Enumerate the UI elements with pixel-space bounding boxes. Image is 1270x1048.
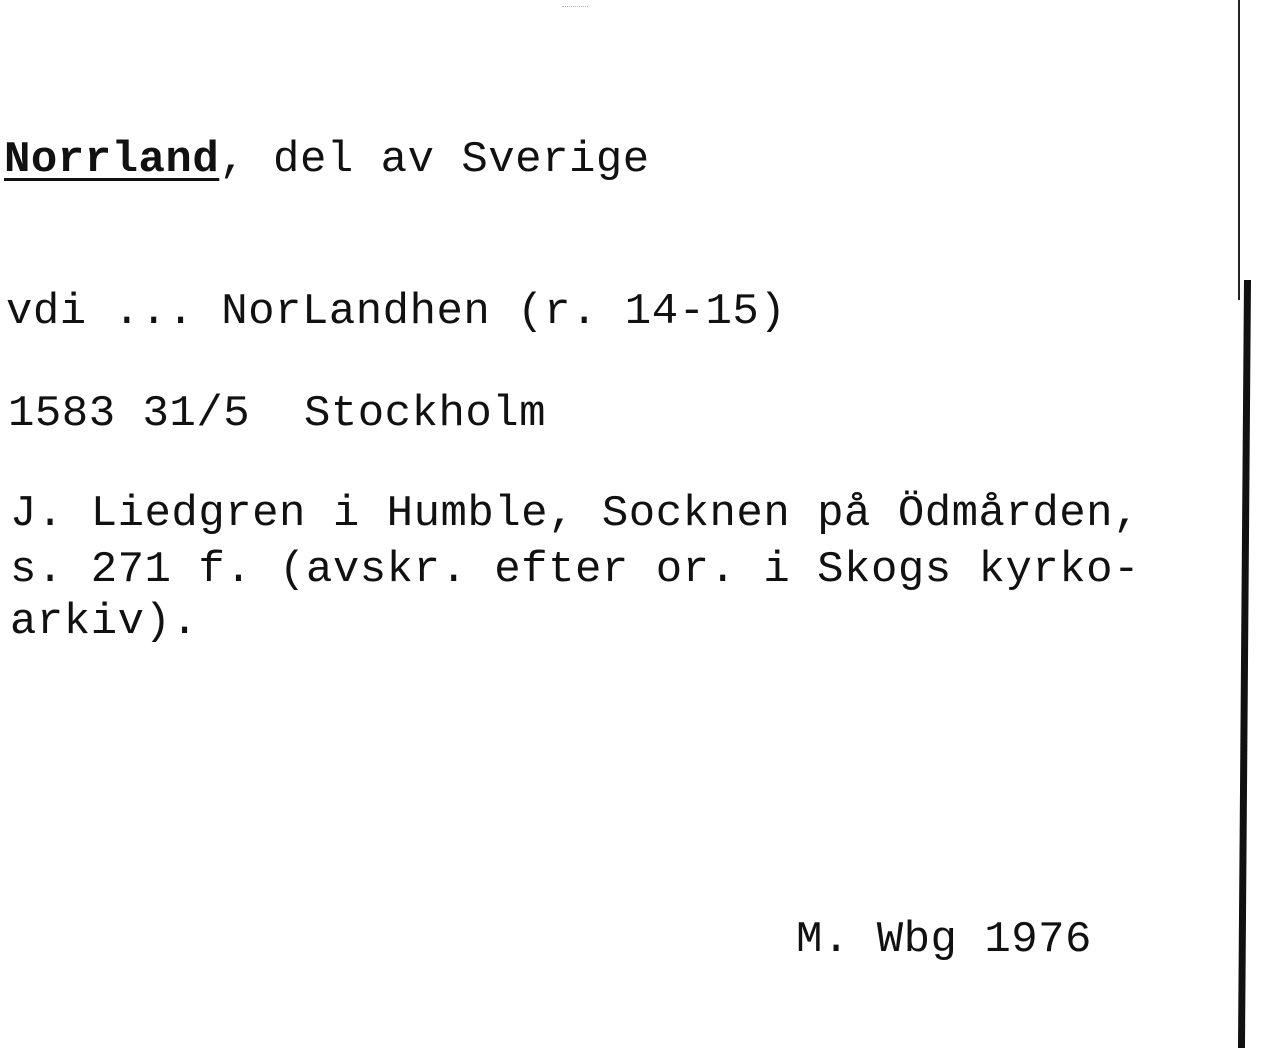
- signature-line: M. Wbg 1976: [796, 915, 1092, 965]
- source-line-3: arkiv).: [10, 597, 199, 647]
- card-edge-thick: [1238, 280, 1251, 1048]
- source-line-2: s. 271 f. (avskr. efter or. i Skogs kyrko-: [10, 545, 1140, 595]
- scan-mark: [562, 6, 588, 7]
- source-line-1: J. Liedgren i Humble, Socknen på Ödmården,: [10, 489, 1140, 539]
- date-place-line: 1583 31/5 Stockholm: [8, 389, 547, 439]
- heading-rest: , del av Sverige: [219, 135, 650, 185]
- card-heading: [4, 135, 650, 185]
- heading-term: Norrland: [4, 135, 220, 185]
- card-edge-thin: [1238, 0, 1240, 300]
- quote-line: vdi ... NorLandhen (r. 14-15): [6, 287, 787, 337]
